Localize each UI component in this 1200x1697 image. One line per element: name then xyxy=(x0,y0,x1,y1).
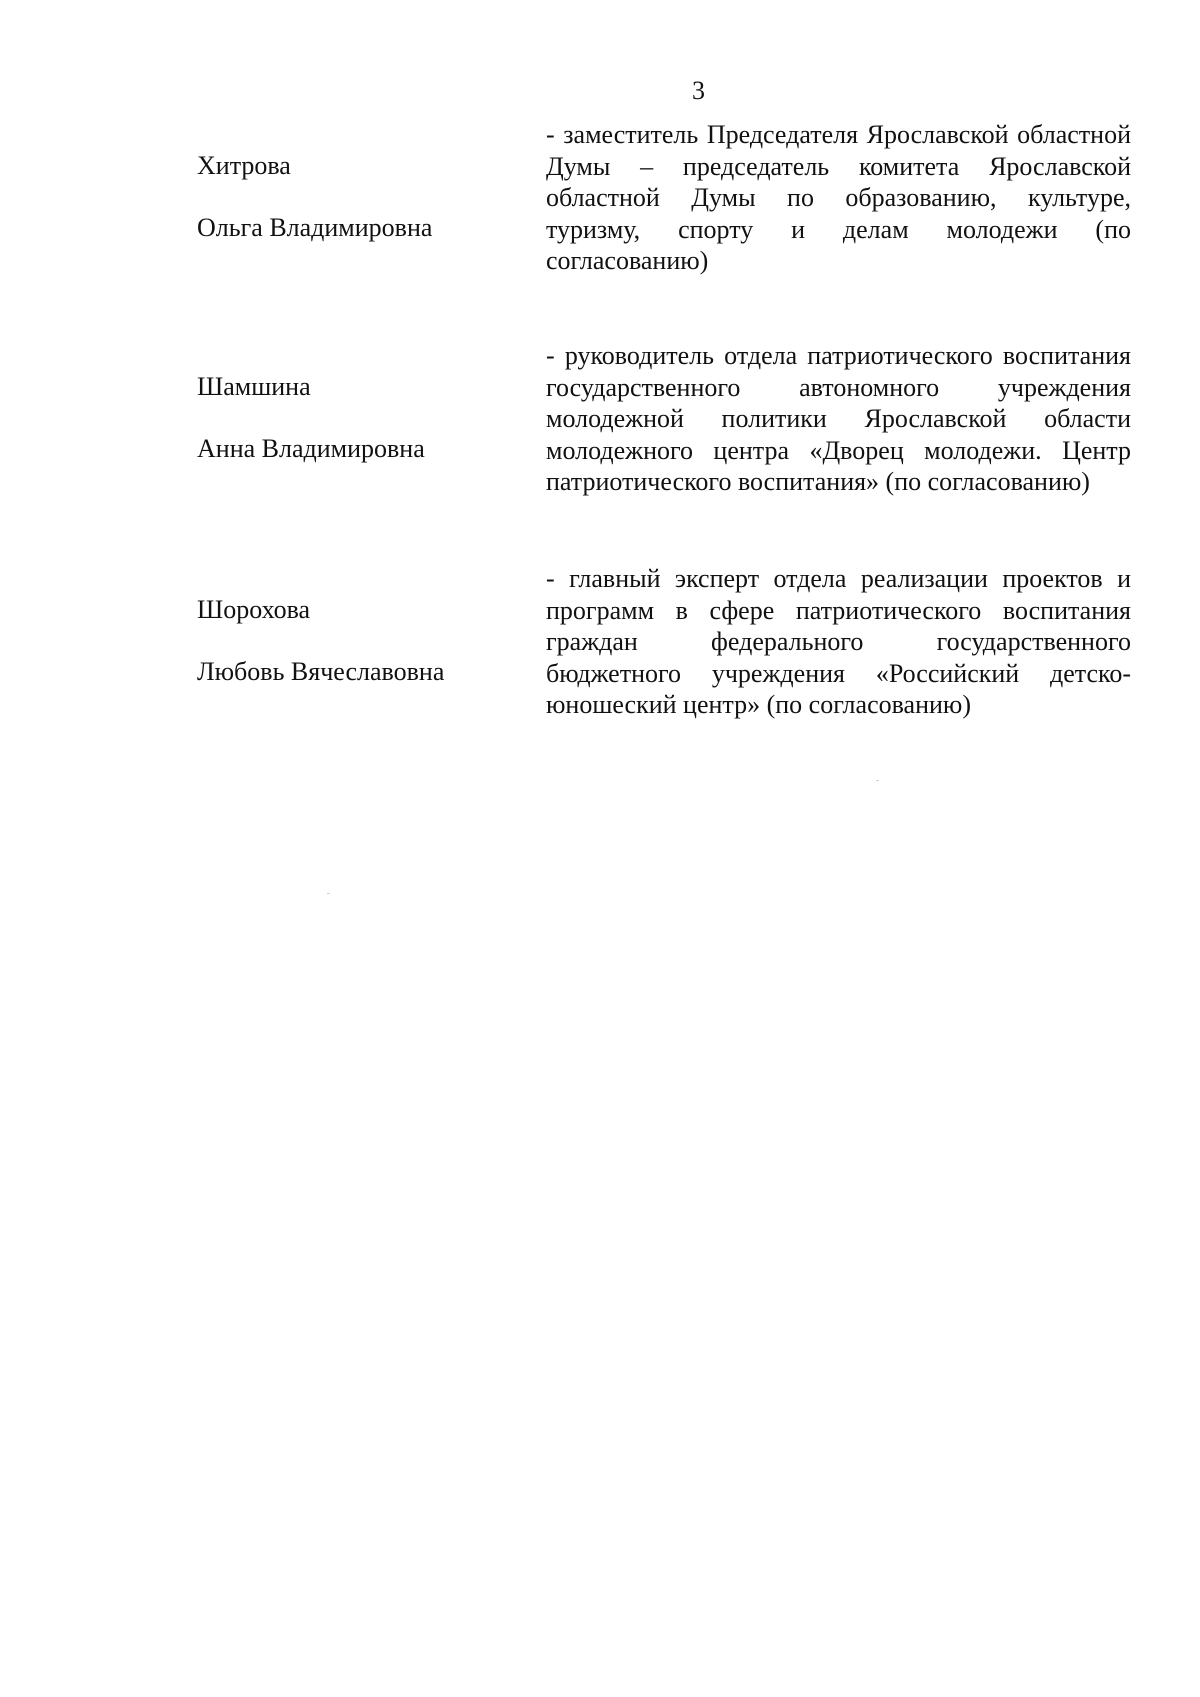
scan-speck xyxy=(876,780,879,781)
member-surname: Шамшина xyxy=(197,372,311,401)
member-given-names: Ольга Владимировна xyxy=(197,213,433,242)
member-surname: Шорохова xyxy=(197,595,311,624)
member-position: - заместитель Председателя Ярославской областной Думы – председатель комитета Ярославской областной Думы по образованию, культуре, туризму, спорту и делам молодежи (по согласованию) xyxy=(546,120,1131,276)
page-number: 3 xyxy=(692,76,705,105)
scan-speck xyxy=(327,893,330,894)
member-position: - главный эксперт отдела реализации проектов и программ в сфере патриотического воспитания граждан федерального государственного бюджетного учреждения «Российский детско-юношеский центр» (по согласованию) xyxy=(546,564,1131,720)
member-name xyxy=(197,563,444,718)
member-name xyxy=(197,340,425,495)
member-name xyxy=(197,119,432,274)
member-given-names: Любовь Вячеславовна xyxy=(197,657,445,686)
member-position: - руководитель отдела патриотического воспитания государственного автономного учреждения молодежной политики Ярославской области молодежного центра «Дворец молодежи. Центр патриотического воспитания» (по согласованию) xyxy=(546,341,1131,497)
member-given-names: Анна Владимировна xyxy=(197,434,425,463)
member-surname: Хитрова xyxy=(197,151,291,180)
